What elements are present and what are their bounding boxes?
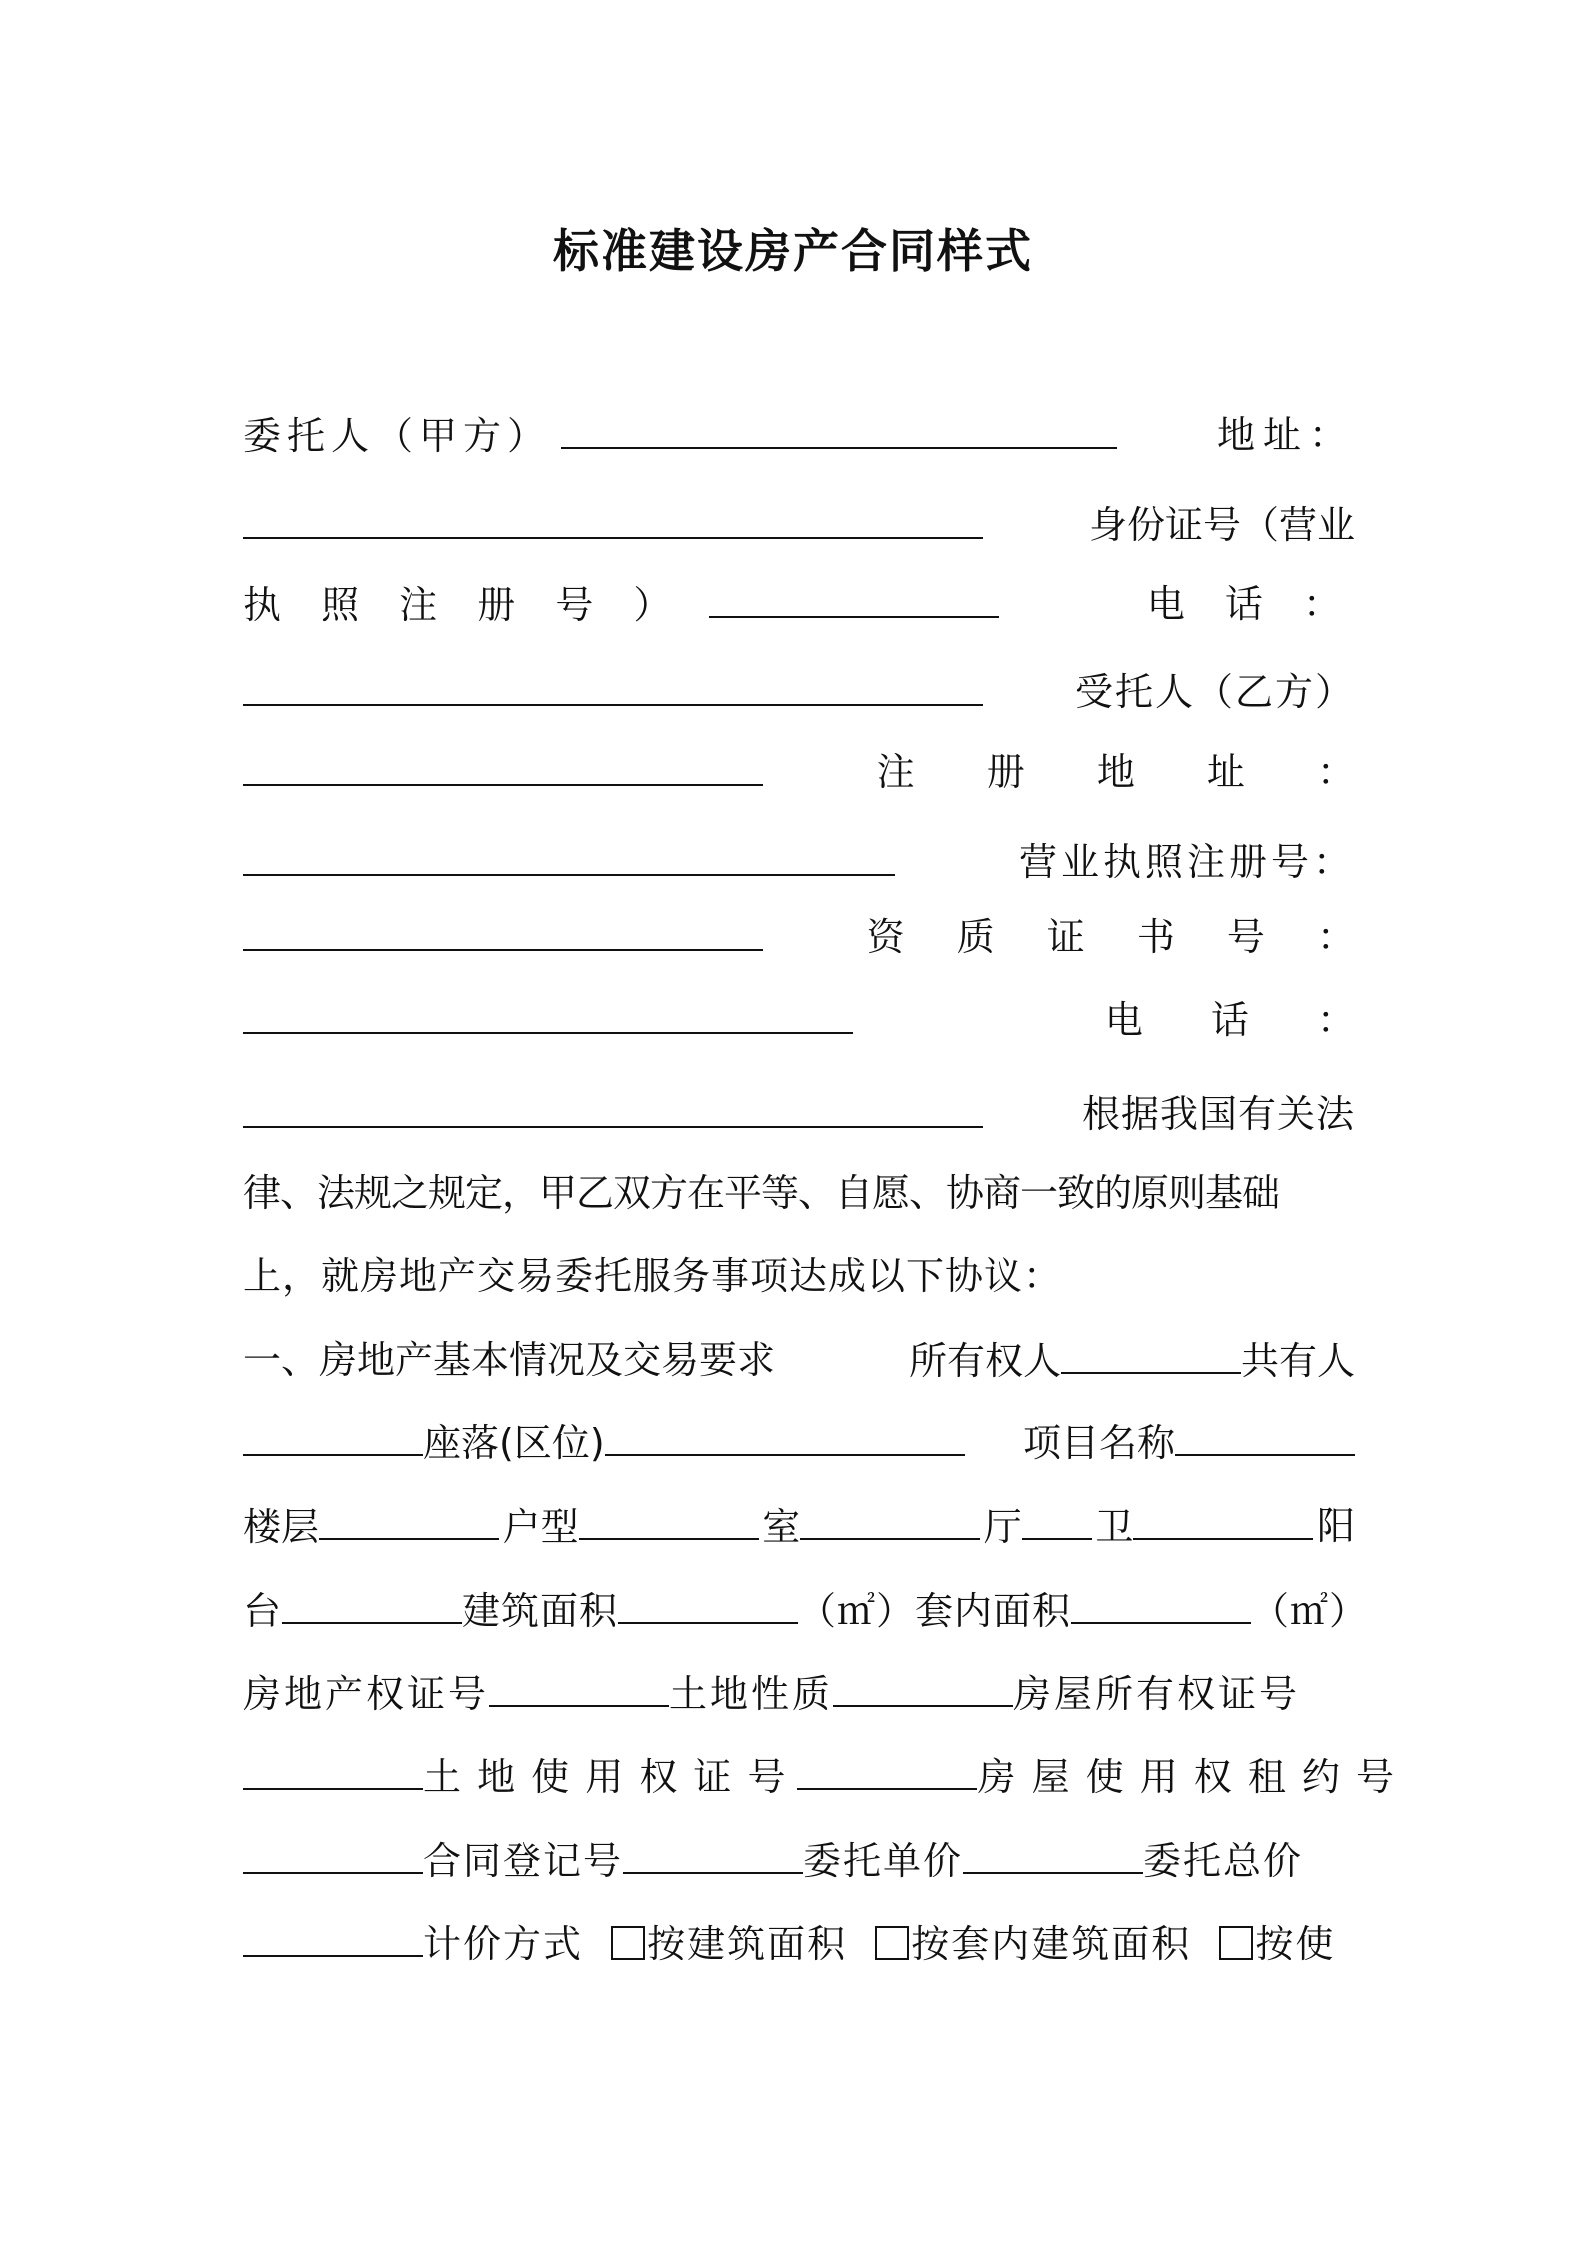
- blank-phone-agent[interactable]: [243, 1084, 983, 1128]
- label-business-license: 营业执照注册号：: [1018, 840, 1355, 884]
- blank-contract-reg[interactable]: [623, 1830, 803, 1874]
- label-by-inner-area: 按套内建筑面积: [911, 1922, 1192, 1966]
- blank-license-no[interactable]: [709, 574, 999, 618]
- label-legal-basis: 根据我国有关法: [1081, 1092, 1355, 1136]
- label-agent: 受托人（乙方）: [1074, 670, 1355, 714]
- label-building-area: 建筑面积: [462, 1589, 619, 1633]
- blank-floor[interactable]: [319, 1496, 499, 1540]
- label-property-cert: 房地产权证号: [243, 1672, 490, 1716]
- blank-lease-no[interactable]: [243, 1830, 423, 1874]
- label-layout: 户型: [502, 1505, 579, 1549]
- document-title: 标准建设房产合同样式: [553, 224, 1033, 278]
- label-by-building-area: 按建筑面积: [647, 1922, 848, 1966]
- section-heading: 一、房地产基本情况及交易要求: [243, 1338, 776, 1382]
- checkbox-inner-area[interactable]: [875, 1926, 909, 1960]
- label-unit-price: 委托单价: [803, 1839, 964, 1883]
- line-reg-address: [243, 742, 1385, 802]
- label-room: 室: [762, 1505, 801, 1549]
- blank-balcony[interactable]: [282, 1580, 462, 1624]
- blank-project-name[interactable]: [1175, 1412, 1355, 1456]
- line-agent: [243, 662, 1355, 722]
- blank-business-license[interactable]: [243, 907, 763, 951]
- blank-building-area[interactable]: [618, 1580, 798, 1624]
- label-by-usable: 按使: [1255, 1922, 1336, 1966]
- label-bath: 卫: [1095, 1505, 1134, 1549]
- label-project-name: 项目名称: [1022, 1421, 1175, 1465]
- line-section-1: [243, 1330, 1355, 1390]
- blank-hall[interactable]: [1022, 1496, 1092, 1540]
- label-lease-no: 房 屋 使 用 权 租 约 号: [977, 1755, 1397, 1799]
- label-phone-principal: 电 话 ：: [1146, 582, 1355, 626]
- blank-unit-price[interactable]: [963, 1830, 1143, 1874]
- label-id-number: 身份证号（营业: [1088, 503, 1355, 547]
- blank-address[interactable]: [243, 495, 983, 539]
- blank-co-owner[interactable]: [243, 1412, 423, 1456]
- line-business-license: [243, 832, 1355, 892]
- line-area: [243, 1580, 1369, 1640]
- blank-land-use-cert[interactable]: [797, 1746, 977, 1790]
- label-unit-sqm: （㎡）: [1251, 1589, 1369, 1633]
- blank-ownership-cert[interactable]: [243, 1746, 423, 1790]
- blank-location[interactable]: [605, 1412, 965, 1456]
- blank-qualification[interactable]: [243, 990, 853, 1034]
- line-qualification: [243, 907, 1375, 967]
- blank-land-nature[interactable]: [833, 1663, 1013, 1707]
- blank-agent[interactable]: [243, 742, 763, 786]
- blank-layout[interactable]: [579, 1496, 759, 1540]
- blank-bath[interactable]: [1133, 1496, 1313, 1540]
- label-reg-address: 注 册 地 址 ：: [876, 750, 1385, 794]
- label-co-owner: 共有人: [1240, 1339, 1355, 1383]
- blank-property-cert[interactable]: [489, 1663, 669, 1707]
- line-paragraph-2: [243, 1246, 1355, 1306]
- line-paragraph-1: [243, 1163, 1355, 1223]
- label-ownership-cert: 房屋所有权证号: [1013, 1672, 1301, 1716]
- label-pricing-method: 计价方式: [423, 1922, 584, 1966]
- label-inner-area: （㎡）套内面积: [798, 1589, 1072, 1633]
- label-contract-reg: 合同登记号: [423, 1839, 624, 1883]
- label-owner: 所有权人: [908, 1339, 1061, 1383]
- line-location: [243, 1412, 1355, 1472]
- paragraph-text-2: 上，就房地产交易委托服务事项达成以下协议：: [243, 1254, 1063, 1298]
- label-balcony-cont: 台: [243, 1589, 283, 1633]
- line-principal: [243, 405, 1355, 465]
- line-land-use: [243, 1746, 1397, 1806]
- blank-total-price[interactable]: [243, 1913, 423, 1957]
- blank-inner-area[interactable]: [1071, 1580, 1251, 1624]
- label-qualification: 资 质 证 书 号 ：: [866, 915, 1375, 959]
- line-pricing-method: [243, 1913, 1355, 1973]
- label-balcony: 阳: [1316, 1504, 1355, 1548]
- blank-reg-address[interactable]: [243, 832, 895, 876]
- line-certificate: [243, 1663, 1355, 1723]
- label-phone-agent: 电 话 ：: [1104, 998, 1383, 1042]
- label-license-no: 执 照 注 册 号 ）: [243, 583, 686, 627]
- label-land-nature: 土地性质: [669, 1672, 834, 1716]
- blank-room[interactable]: [800, 1496, 980, 1540]
- blank-principal[interactable]: [561, 405, 1117, 449]
- label-hall: 厅: [983, 1505, 1022, 1549]
- line-legal-basis: [243, 1084, 1355, 1144]
- label-floor: 楼层: [243, 1505, 320, 1549]
- label-principal: 委托人（甲方）: [243, 414, 552, 458]
- line-id-number: [243, 495, 1355, 555]
- blank-phone-principal[interactable]: [243, 662, 983, 706]
- line-price: [243, 1830, 1355, 1890]
- label-location: 座落(区位): [423, 1421, 605, 1465]
- paragraph-text-1: 律、法规之规定，甲乙双方在平等、自愿、协商一致的原则基础: [243, 1171, 1280, 1215]
- line-license: [243, 574, 1355, 634]
- label-address: 地址：: [1216, 413, 1355, 457]
- label-total-price: 委托总价: [1143, 1839, 1304, 1883]
- label-land-use-cert: 土 地 使 用 权 证 号: [423, 1755, 788, 1799]
- checkbox-usable-area[interactable]: [1219, 1926, 1253, 1960]
- blank-owner[interactable]: [1061, 1330, 1241, 1374]
- line-phone-agent: [243, 990, 1383, 1050]
- line-floor: [243, 1496, 1355, 1556]
- checkbox-building-area[interactable]: [611, 1926, 645, 1960]
